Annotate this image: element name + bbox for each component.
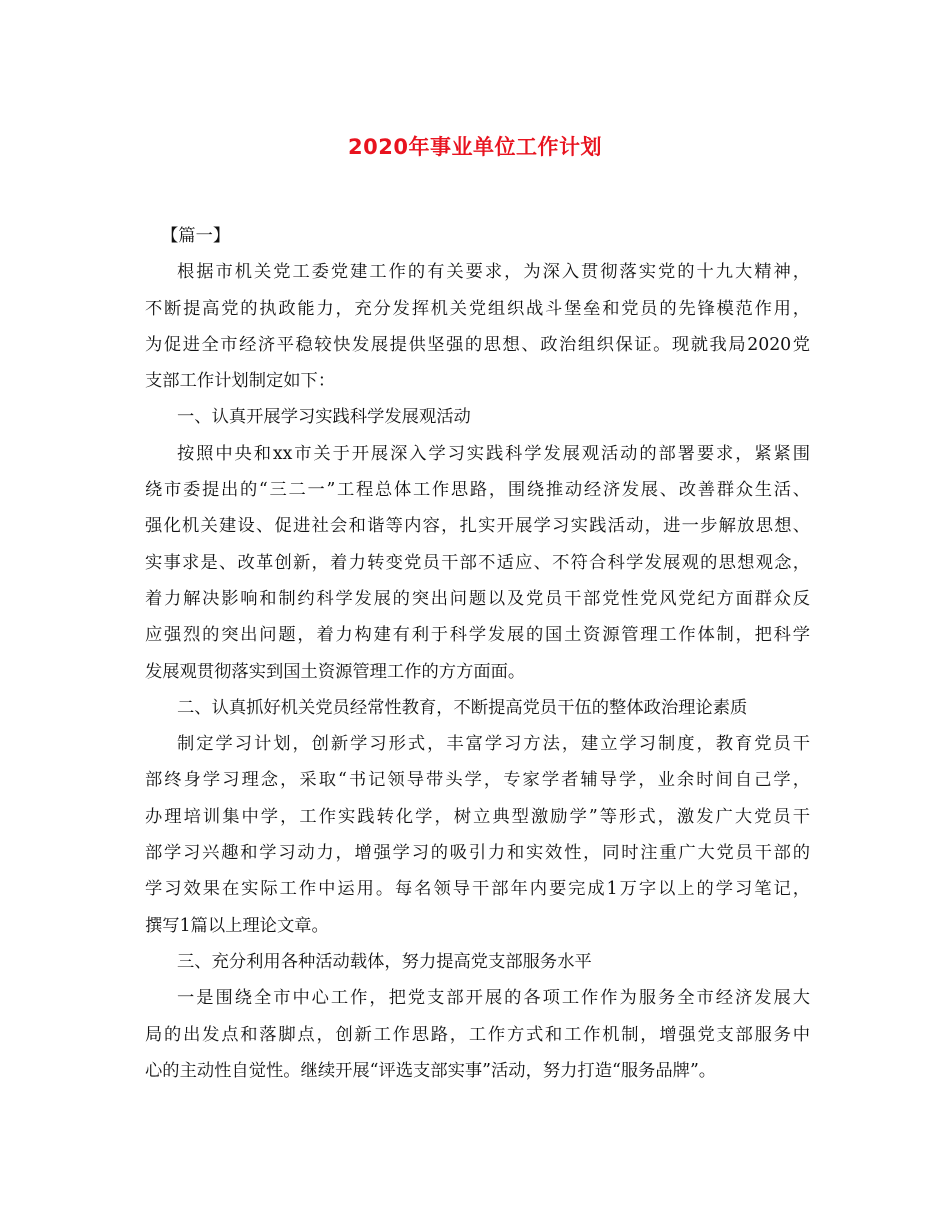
text-line: 为促进全市经济平稳较快发展提供坚强的思想、政治组织保证。现就我局2020党 (145, 334, 810, 355)
text-line: 应强烈的突出问题，着力构建有利于科学发展的国土资源管理工作体制，把科学 (145, 625, 810, 646)
section-heading-1: 一、认真开展学习实践科学发展观活动 (177, 407, 471, 428)
text-line: 发展观贯彻落实到国土资源管理工作的方方面面。 (145, 661, 526, 682)
text-line: 撰写1篇以上理论文章。 (145, 915, 329, 936)
section-heading-2: 二、认真抓好机关党员经常性教育，不断提高党员干伍的整体政治理论素质 (177, 697, 748, 718)
text-line: 心的主动性自觉性。继续开展“评选支部实事”活动，努力打造“服务品牌”。 (145, 1060, 717, 1081)
text-line: 根据市机关党工委党建工作的有关要求，为深入贯彻落实党的十九大精神， (177, 262, 810, 283)
text-line: 按照中央和xx市关于开展深入学习实践科学发展观活动的部署要求，紧紧围 (177, 443, 810, 464)
text-line: 学习效果在实际工作中运用。每名领导干部年内要完成1万字以上的学习笔记， (145, 879, 810, 900)
text-line: 办理培训集中学，工作实践转化学，树立典型激励学”等形式，激发广大党员干 (145, 806, 810, 827)
text-line: 不断提高党的执政能力，充分发挥机关党组织战斗堡垒和党员的先锋模范作用， (145, 298, 810, 319)
section-heading-3: 三、充分利用各种活动载体，努力提高党支部服务水平 (177, 951, 592, 972)
text-line: 部学习兴趣和学习动力，增强学习的吸引力和实效性，同时注重广大党员干部的 (145, 843, 810, 864)
text-line: 强化机关建设、促进社会和谐等内容，扎实开展学习实践活动，进一步解放思想、 (145, 516, 810, 537)
paragraph-section-3 (145, 980, 810, 1089)
text-line: 支部工作计划制定如下： (145, 371, 336, 392)
paragraph-intro (145, 254, 810, 399)
paragraph-section-1 (145, 436, 810, 690)
section-label: 【篇一】 (161, 226, 231, 246)
document-title: 2020年事业单位工作计划 (348, 135, 602, 159)
text-line: 实事求是、改革创新，着力转变党员干部不适应、不符合科学发展观的思想观念， (145, 552, 810, 573)
text-line: 一是围绕全市中心工作，把党支部开展的各项工作作为服务全市经济发展大 (177, 988, 810, 1009)
text-line: 局的出发点和落脚点，创新工作思路，工作方式和工作机制，增强党支部服务中 (145, 1024, 810, 1045)
text-line: 绕市委提出的“三二一”工程总体工作思路，围绕推动经济发展、改善群众生活、 (145, 480, 810, 501)
document-body (145, 218, 810, 1089)
text-line: 部终身学习理念，采取“书记领导带头学，专家学者辅导学，业余时间自己学， (145, 770, 810, 791)
paragraph-section-2 (145, 726, 810, 944)
text-line: 着力解决影响和制约科学发展的突出问题以及党员干部党性党风党纪方面群众反 (145, 588, 810, 609)
text-line: 制定学习计划，创新学习形式，丰富学习方法，建立学习制度，教育党员干 (177, 734, 810, 755)
